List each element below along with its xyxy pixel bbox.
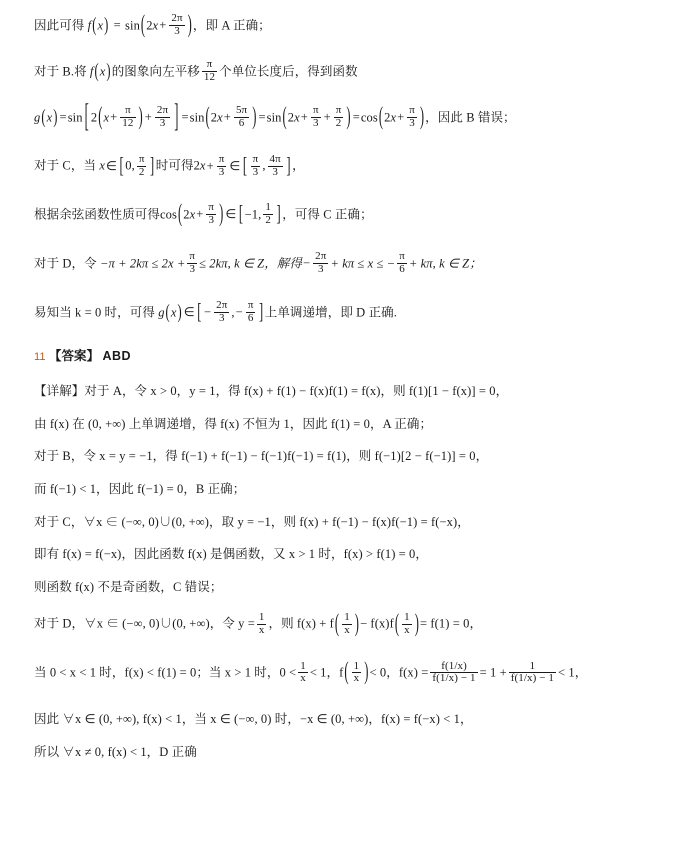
fraction <box>402 612 412 637</box>
line7-prefix: 易知当 k = 0 时，可得 <box>34 304 155 319</box>
frac-num: 1 <box>404 610 410 623</box>
line4-mid: 时可得 <box>155 158 194 173</box>
frac-den: x <box>300 672 306 685</box>
line1-var: x <box>97 18 104 33</box>
plus4: + <box>300 109 308 124</box>
bracket-close: ] <box>149 152 155 178</box>
fraction <box>352 661 362 686</box>
eq3: = <box>258 109 266 124</box>
frac-num: π <box>208 201 215 214</box>
frac-den: 6 <box>246 312 256 325</box>
plus5: + <box>323 109 331 124</box>
fraction <box>155 105 170 130</box>
bracket-open: [ <box>84 97 89 134</box>
line2-prefix: 对于 B.将 <box>34 64 87 78</box>
plus6: + <box>397 109 405 124</box>
d8-prefix: 对于 D，∀x ∈ (−∞, 0)∪(0, +∞)，令 y = <box>34 616 255 631</box>
detail-line-4 <box>34 482 658 498</box>
detail-line-11 <box>34 745 658 761</box>
paren-open-big: ( <box>205 101 210 130</box>
frac-den: f(1/x) − 1 <box>510 672 554 685</box>
solution-line-6 <box>34 252 658 277</box>
frac-num: π <box>206 58 213 71</box>
line6-ineq-left: −π + 2kπ ≤ 2x + <box>100 256 186 270</box>
fraction <box>202 59 217 84</box>
paren-open: ( <box>94 59 99 82</box>
x3: x <box>294 109 300 124</box>
frac-num: 1 <box>344 610 350 623</box>
detail-text: 即有 f(x) = f(−x)，因此函数 f(x) 是偶函数，又 x > 1 时，f(x) > f(1) = 0， <box>34 547 429 562</box>
frac-num: 1 <box>353 659 360 672</box>
frac-den: x <box>258 623 265 636</box>
line2-fn: f <box>89 64 94 78</box>
bracket-open: [ <box>119 152 124 178</box>
g-var: x <box>46 109 53 124</box>
plus1: + <box>110 109 118 124</box>
paren-open-big: ( <box>282 101 287 130</box>
detail-line-9 <box>34 657 658 686</box>
paren-open: ( <box>41 105 46 128</box>
paren-close-big: ) <box>138 101 143 130</box>
range-lo: −1 <box>244 207 259 222</box>
fraction <box>407 105 417 130</box>
paren-close: ) <box>177 300 182 323</box>
frac-den: 2 <box>265 214 271 227</box>
d8-mid: ，则 f(x) + f <box>268 616 334 631</box>
plus3: + <box>223 109 231 124</box>
frac-den: 12 <box>122 116 134 129</box>
line1-sin: sin <box>125 18 140 33</box>
x2: x <box>217 109 223 124</box>
line1-prefix: 因此可得 <box>34 18 85 33</box>
d8-mid2: − f(x)f <box>360 616 394 631</box>
frac-num: π <box>218 152 225 165</box>
paren-close-big: ) <box>354 608 360 637</box>
nested-fraction-1 <box>430 661 477 686</box>
fraction <box>169 13 184 38</box>
frac-num: π <box>409 103 415 116</box>
in-symbol: ∈ <box>225 207 237 222</box>
two2: 2 <box>210 109 218 124</box>
detail-line-1 <box>34 384 658 400</box>
minus: − <box>303 256 311 270</box>
eq1: = <box>59 109 67 124</box>
frac-num: π <box>399 250 405 263</box>
fraction <box>342 612 352 637</box>
paren-close-big: ) <box>364 657 369 686</box>
frac-num: π <box>335 103 342 116</box>
two: 2 <box>183 207 190 222</box>
fraction <box>120 105 135 130</box>
line2-var: x <box>99 64 106 78</box>
in-symbol: ∈ <box>105 158 117 173</box>
frac-den: 3 <box>217 166 227 179</box>
frac-den: 3 <box>311 117 321 130</box>
x4: x <box>390 109 397 124</box>
fraction <box>206 202 216 227</box>
solution-line-1 <box>34 10 658 39</box>
frac-den: 3 <box>187 263 197 276</box>
frac-num: 4π <box>269 152 281 165</box>
solution-line-4: 对于 C，当 x∈ [ 0, $\frac{\pi}{2}$ ] 时可得2x+ $\frac{\pi}{3}$ ∈ [ $\frac{\pi}{3}$ , $\frac{4\pi}{3}$ ] ， <box>34 154 658 179</box>
paren-close: ) <box>106 59 111 82</box>
d9-lt: < 1，f <box>309 665 344 680</box>
fraction <box>298 661 308 686</box>
paren-open-big: ( <box>98 101 103 130</box>
fraction <box>334 105 344 130</box>
frac-den: x <box>404 623 410 636</box>
bracket-close: ] <box>174 97 179 134</box>
frac-den: 6 <box>397 263 407 276</box>
detail-text: 【详解】对于 A，令 x > 0，y = 1，得 f(x) + f(1) − f(x)f(1) = f(x)，则 f(1)[1 − f(x)] = 0， <box>34 384 509 398</box>
paren-open-big: ( <box>378 101 384 130</box>
bracket-close: ] <box>258 298 264 324</box>
frac-den: 2 <box>137 166 147 179</box>
paren-close-big: ) <box>219 199 224 228</box>
bracket-close: ] <box>276 201 281 226</box>
frac-den: 12 <box>203 71 216 84</box>
paren-close-big: ) <box>414 608 419 637</box>
g-fn: g <box>34 109 41 124</box>
paren-close-big: ) <box>419 101 425 130</box>
d9-mid: < 0，f(x) = <box>369 665 429 680</box>
fraction <box>257 612 267 637</box>
paren-close: ) <box>53 105 58 128</box>
detail-text: 所以 ∀x ≠ 0, f(x) < 1，D 正确 <box>34 744 197 759</box>
paren-open-big: ( <box>334 608 340 637</box>
frac-num: π <box>189 250 196 263</box>
x2: x <box>199 158 206 173</box>
solution-line-5: 根据余弦函数性质可得cos(2x+ $\frac{\pi}{3}$ ) ∈ [ −1, $\frac{1}{2}$ ] ，可得 C 正确； <box>34 203 658 228</box>
line1-arg-var: x <box>152 18 159 33</box>
frac-num: π <box>125 103 131 116</box>
d9-eq: = 1 + <box>479 665 507 680</box>
detail-text: 则函数 f(x) 不是奇函数，C 错误； <box>34 579 223 594</box>
answer-label: 【答案】 <box>48 349 100 364</box>
paren-open-big: ( <box>177 199 183 228</box>
frac-den: x <box>344 623 350 636</box>
paren-open: ( <box>165 300 170 323</box>
bracket-open: [ <box>238 201 244 226</box>
frac-den: 3 <box>251 166 261 179</box>
bracket-open: [ <box>197 298 202 324</box>
line4-x: x <box>99 158 105 173</box>
cos: cos <box>160 207 177 222</box>
frac-num: 5π <box>235 103 248 116</box>
frac-num: π <box>138 152 145 165</box>
line5-prefix: 根据余弦函数性质可得 <box>34 207 161 222</box>
x: x <box>189 207 196 222</box>
line5-tail: ，可得 C 正确； <box>282 207 373 222</box>
fraction <box>311 105 321 130</box>
paren-open-big: ( <box>344 657 349 686</box>
in-symbol-2: ∈ <box>229 158 241 173</box>
frac-num: 1 <box>265 201 271 214</box>
line2-mid: 的图象向左平移 <box>111 64 200 78</box>
in-symbol: ∈ <box>183 304 195 319</box>
detail-line-5 <box>34 515 658 531</box>
two: 2 <box>193 158 200 173</box>
fraction <box>263 202 273 227</box>
frac-den: 2 <box>334 117 344 130</box>
paren-open-big: ( <box>394 608 400 637</box>
line6-tail: + kπ, k ∈ Z； <box>408 256 482 270</box>
two3: 2 <box>287 109 295 124</box>
detail-text: 由 f(x) 在 (0, +∞) 上单调递增，得 f(x) 不恒为 1，因此 f(1) = 0，A 正确； <box>34 416 433 431</box>
paren-close-big: ) <box>187 10 192 39</box>
frac-num: 2π <box>171 12 183 25</box>
detail-text: 对于 B，令 x = y = −1，得 f(−1) + f(−1) − f(−1)f(−1) = f(1)，则 f(−1)[2 − f(−1)] = 0， <box>34 449 489 464</box>
line1-plus: + <box>159 18 167 33</box>
frac-den: 3 <box>407 117 417 130</box>
detail-text: 因此 ∀x ∈ (0, +∞), f(x) < 1，当 x ∈ (−∞, 0) 时，−x ∈ (0, +∞)，f(x) = f(−x) < 1， <box>34 711 473 726</box>
frac-num: f(1/x) <box>441 659 467 672</box>
fraction <box>268 154 283 179</box>
line1-arg-lead: 2 <box>146 18 153 33</box>
range-lo: 0 <box>125 158 132 173</box>
frac-num: 1 <box>529 659 536 672</box>
eq4: = <box>352 109 360 124</box>
line1-eq: = <box>113 18 121 33</box>
line1-fn: f <box>87 18 92 33</box>
detail-line-3 <box>34 449 658 465</box>
fraction <box>397 251 407 276</box>
nested-fraction-2 <box>509 661 556 686</box>
minus1: − <box>204 304 212 319</box>
d9-tail: < 1， <box>558 665 588 680</box>
d9-prefix: 当 0 < x < 1 时，f(x) < f(1) = 0；当 x > 1 时，0 < <box>34 665 297 680</box>
frac-num: 2π <box>216 298 228 311</box>
paren-open-big: ( <box>140 10 146 39</box>
frac-num: π <box>252 152 259 165</box>
paren-open: ( <box>92 13 97 36</box>
plus2: + <box>144 109 152 124</box>
answer-value: ABD <box>102 349 132 364</box>
frac-num: π <box>312 103 319 116</box>
fraction <box>187 251 197 276</box>
g-var: x <box>170 304 177 319</box>
fraction <box>137 154 147 179</box>
line3-tail: ，因此 B 错误； <box>425 109 516 124</box>
paren-close-big: ) <box>346 101 351 130</box>
detail-line-6 <box>34 547 658 563</box>
plus: + <box>206 158 214 173</box>
frac-den: 6 <box>234 117 249 130</box>
detail-line-8 <box>34 608 658 637</box>
detail-text: 而 f(−1) < 1，因此 f(−1) = 0，B 正确； <box>34 481 246 496</box>
cos1: cos <box>360 109 378 124</box>
comma: , <box>231 304 235 319</box>
frac-den: 3 <box>214 312 229 325</box>
two: 2 <box>90 109 98 124</box>
minus2: − <box>235 304 243 319</box>
solution-line-2 <box>34 60 658 85</box>
line1-suffix: ，即 A 正确； <box>192 18 271 33</box>
fraction <box>313 251 328 276</box>
fraction <box>214 300 229 325</box>
two4: 2 <box>384 109 391 124</box>
frac-den: 3 <box>206 214 216 227</box>
frac-den: 3 <box>268 166 283 179</box>
plus: + <box>196 207 204 222</box>
sin3: sin <box>266 109 282 124</box>
g-fn: g <box>158 304 165 319</box>
frac-den: 3 <box>169 25 184 38</box>
line6-ineq-right: ≤ 2kπ, k ∈ Z，解得 <box>199 256 303 270</box>
fraction <box>217 154 227 179</box>
detail-line-2 <box>34 417 658 433</box>
line7-tail: 上单调递增，即 D 正确. <box>264 304 397 319</box>
frac-num: 1 <box>300 659 306 672</box>
solution-line-7 <box>34 298 658 326</box>
fraction <box>246 300 256 325</box>
eq2: = <box>181 109 189 124</box>
line4-prefix: 对于 C，当 <box>34 158 97 173</box>
line6-prefix: 对于 D，令 <box>34 256 97 270</box>
frac-den: 3 <box>313 263 328 276</box>
problem-11-answer-row <box>34 349 658 365</box>
bracket-close: ] <box>286 152 291 178</box>
paren-close-big: ) <box>252 101 257 130</box>
bracket-open: [ <box>242 152 248 178</box>
fraction <box>234 105 249 130</box>
fraction <box>251 154 261 179</box>
solution-line-3 <box>34 97 658 134</box>
detail-line-7 <box>34 580 658 596</box>
frac-num: 2π <box>315 250 327 263</box>
question-number: 11 <box>34 351 46 364</box>
frac-den: f(1/x) − 1 <box>432 672 476 685</box>
frac-den: 3 <box>155 117 170 130</box>
x1: x <box>103 109 110 124</box>
frac-num: π <box>247 298 254 311</box>
frac-num: 2π <box>156 103 169 116</box>
frac-den: x <box>353 672 360 685</box>
frac-num: 1 <box>258 610 265 623</box>
line2-suffix: 个单位长度后，得到函数 <box>219 64 358 78</box>
sin1: sin <box>67 109 83 124</box>
d8-tail: = f(1) = 0， <box>419 616 483 631</box>
line6-mid: + kπ ≤ x ≤ − <box>330 256 396 270</box>
paren-close: ) <box>104 13 109 36</box>
line4-tail: ， <box>292 158 305 173</box>
detail-text: 对于 C，∀x ∈ (−∞, 0)∪(0, +∞)，取 y = −1，则 f(x) + f(−1) − f(x)f(−1) = f(−x)， <box>34 514 470 529</box>
sin2: sin <box>189 109 205 124</box>
detail-line-10 <box>34 712 658 728</box>
